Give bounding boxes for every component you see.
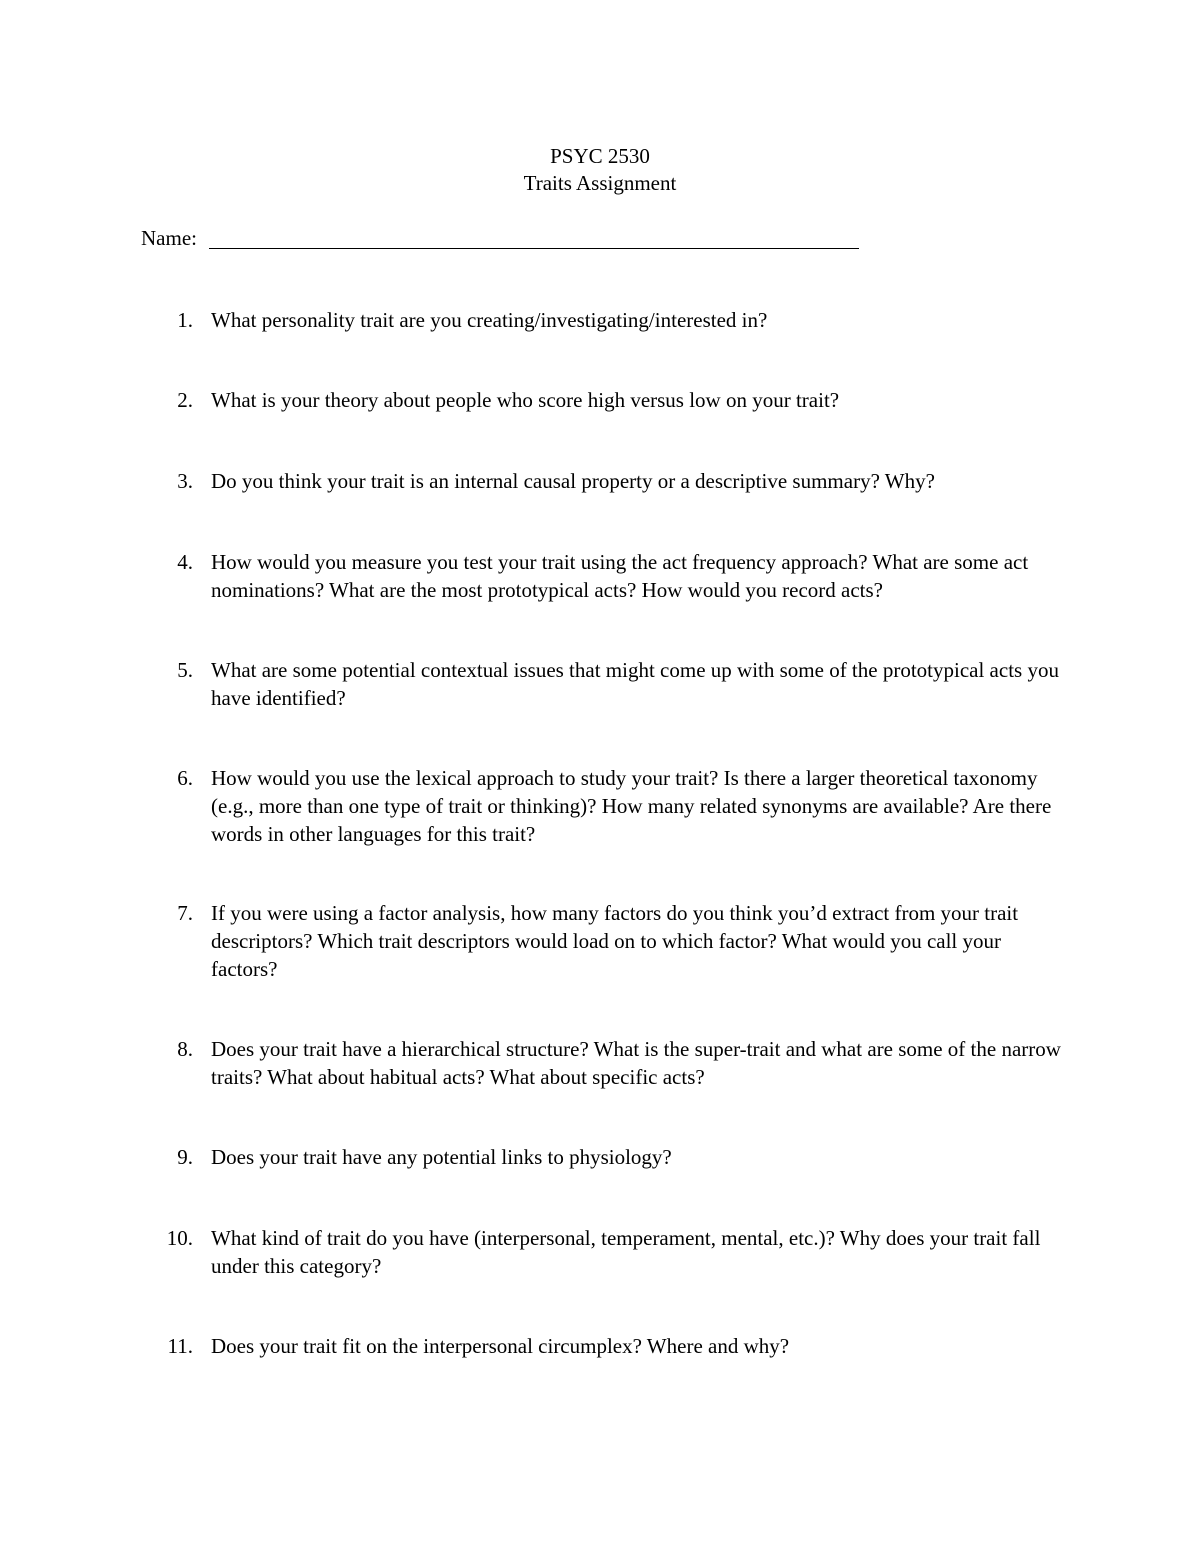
name-blank-line[interactable] bbox=[209, 248, 859, 249]
question-number: 11. bbox=[167, 1334, 193, 1358]
question-number: 2. bbox=[177, 388, 193, 412]
question-text: What kind of trait do you have (interpersonal, temperament, mental, etc.)? Why does your trait fall under this category? bbox=[211, 1226, 1041, 1278]
question-number: 5. bbox=[177, 658, 193, 682]
question-number: 8. bbox=[177, 1037, 193, 1061]
course-title: PSYC 2530 bbox=[550, 144, 650, 168]
question-text: Does your trait have a hierarchical structure? What is the super-trait and what are some of the narrow traits? What about habitual acts? What about specific acts? bbox=[211, 1037, 1061, 1089]
question-text: What is your theory about people who score high versus low on your trait? bbox=[211, 388, 840, 412]
question-text: How would you measure you test your trait using the act frequency approach? What are some act nominations? What are the most prototypical acts? How would you record acts? bbox=[211, 550, 1029, 602]
question-number: 9. bbox=[177, 1145, 193, 1169]
question-text: If you were using a factor analysis, how many factors do you think you’d extract from your trait descriptors? Which trait descriptors would load on to which factor? What would you call your factors? bbox=[211, 901, 1019, 981]
question-text: Do you think your trait is an internal causal property or a descriptive summary? Why? bbox=[211, 469, 935, 493]
question-number: 6. bbox=[177, 766, 193, 790]
question-number: 1. bbox=[177, 308, 193, 332]
question-number: 10. bbox=[166, 1226, 193, 1250]
question-number: 4. bbox=[177, 550, 193, 574]
question-text: Does your trait have any potential links to physiology? bbox=[211, 1145, 672, 1169]
question-text: How would you use the lexical approach to study your trait? Is there a larger theoretical taxonomy (e.g., more than one type of trait or thinking)? How many related synonyms are available? Are there words in other languages for this trait? bbox=[211, 766, 1052, 846]
name-row bbox=[141, 224, 861, 252]
name-label: Name: bbox=[141, 226, 197, 250]
assignment-title: Traits Assignment bbox=[523, 171, 677, 195]
question-number: 7. bbox=[177, 901, 193, 925]
question-number: 3. bbox=[177, 469, 193, 493]
question-text: What personality trait are you creating/investigating/interested in? bbox=[211, 308, 768, 332]
question-text: Does your trait fit on the interpersonal circumplex? Where and why? bbox=[211, 1334, 790, 1358]
question-text: What are some potential contextual issues that might come up with some of the prototypical acts you have identified? bbox=[211, 658, 1059, 710]
